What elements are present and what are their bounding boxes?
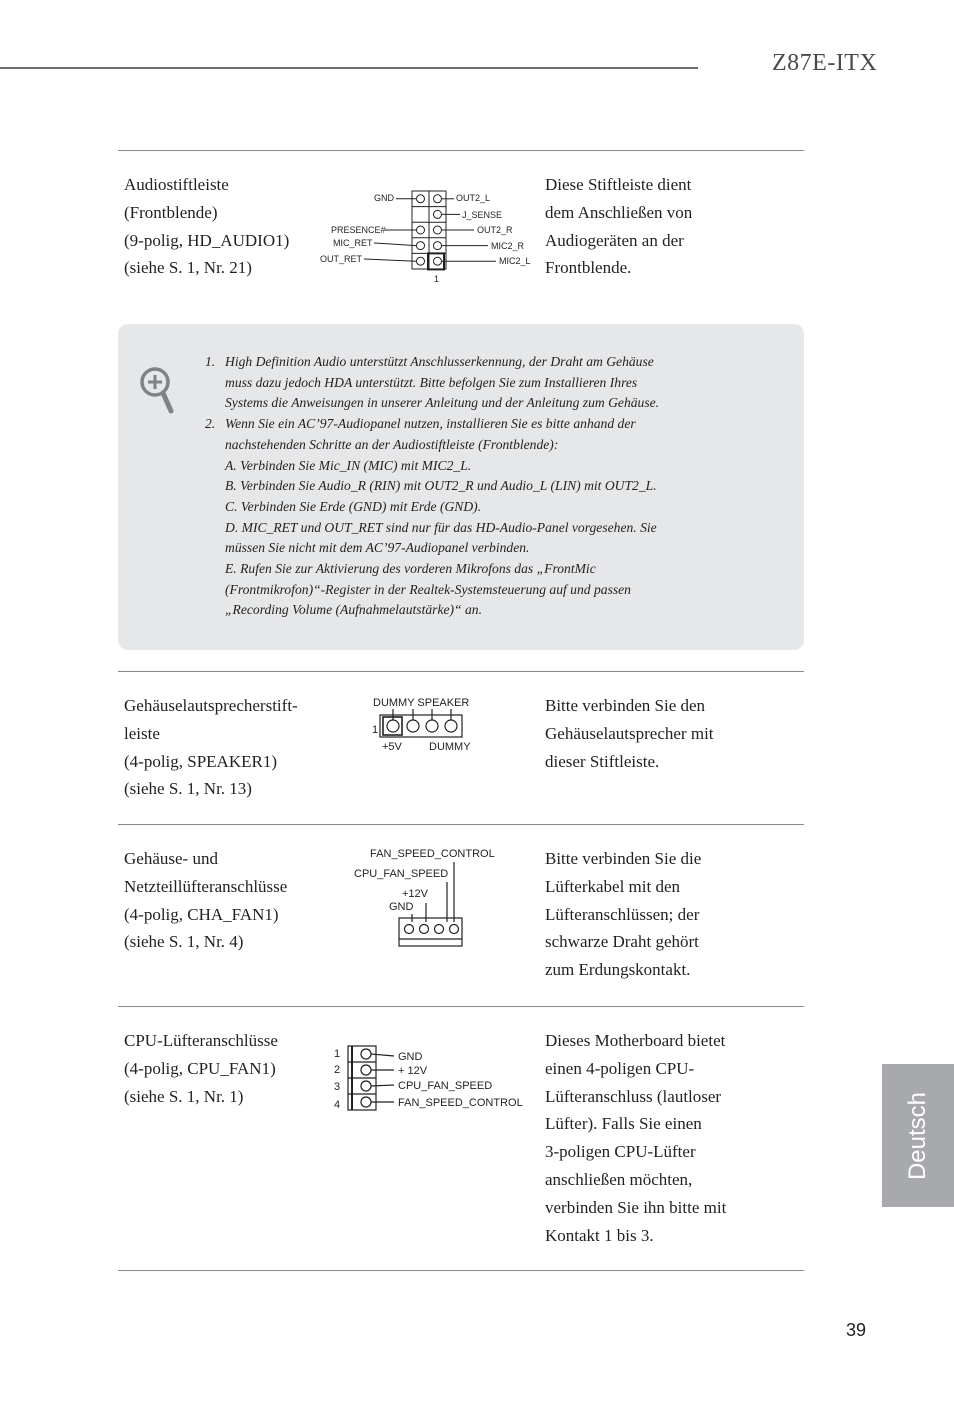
page-number: 39 xyxy=(846,1320,867,1340)
note-line: D. MIC_RET und OUT_RET sind nur für das HD-Audio-Panel vorgesehen. Sie xyxy=(225,519,657,535)
text-line: einen 4-poligen CPU- xyxy=(545,1058,695,1078)
fan-label-speed-control: FAN_SPEED_CONTROL xyxy=(370,848,495,860)
cpu-fan-label: CPU_FAN_SPEED xyxy=(398,1080,493,1092)
note-line: High Definition Audio unterstützt Anschlusserkennung, der Draht am Gehäuse xyxy=(225,354,654,369)
language-tab xyxy=(882,1064,954,1207)
text-line: (Frontblende) xyxy=(124,202,218,222)
note-line: „Recording Volume (Aufnahmelautstärke)“ an. xyxy=(225,602,482,618)
text-line: verbinden Sie ihn bitte mit xyxy=(545,1197,727,1217)
note-line: B. Verbinden Sie Audio_R (RIN) mit OUT2_R und Audio_L (LIN) mit OUT2_L. xyxy=(225,478,657,494)
text-line: anschließen möchten, xyxy=(545,1169,693,1189)
text-line: Frontblende. xyxy=(545,258,632,278)
section-divider xyxy=(118,824,804,825)
pin-label-mic-ret: MIC_RET xyxy=(333,238,373,248)
text-line: (siehe S. 1, Nr. 21) xyxy=(124,258,252,278)
text-line: zum Erdungskontakt. xyxy=(545,960,691,980)
section-divider xyxy=(118,671,804,672)
note-line: Systems die Anweisungen in unserer Anleitung und der Anleitung zum Gehäuse. xyxy=(225,395,660,411)
text-line: Kontakt 1 bis 3. xyxy=(545,1225,654,1245)
text-line: Dieses Motherboard bietet xyxy=(545,1031,726,1050)
note-line: muss dazu jedoch HDA unterstützt. Bitte befolgen Sie zum Installieren Ihres xyxy=(225,374,638,390)
text-line: Lüfteranschlüssen; der xyxy=(545,904,700,924)
cpu-fan-label: GND xyxy=(398,1051,423,1063)
pin-label-out2-r: OUT2_R xyxy=(477,225,513,235)
cpu-fan-header-description xyxy=(124,1027,278,1110)
text-line: (siehe S. 1, Nr. 4) xyxy=(124,932,244,952)
audio-header-description xyxy=(124,171,289,282)
note-line: müssen Sie nicht mit dem AC’97-Audiopanel verbinden. xyxy=(225,540,530,556)
cpu-fan-label: FAN_SPEED_CONTROL xyxy=(398,1097,523,1109)
note-line: (Frontmikrofon)“-Register in der Realtek-Systemsteuerung auf und passen xyxy=(225,581,631,597)
speaker-pin-diagram xyxy=(365,692,515,757)
language-tab-label: Deutsch xyxy=(904,1091,931,1180)
hd-audio-pin-diagram xyxy=(310,185,540,290)
pin-label-mic2-l: MIC2_L xyxy=(499,256,531,266)
text-line: Lüfter). Falls Sie einen xyxy=(545,1114,702,1134)
fan-label-cpu-fan-speed: CPU_FAN_SPEED xyxy=(354,868,449,880)
speaker-label-5v: +5V xyxy=(382,741,402,753)
text-line: Diese Stiftleiste dient xyxy=(545,175,692,194)
magnifier-icon xyxy=(138,364,178,416)
note-number: 1. xyxy=(205,354,216,369)
text-line: Audiostiftleiste xyxy=(124,175,229,194)
cha-fan-header-description xyxy=(124,845,287,956)
text-line: Lüfterkabel mit den xyxy=(545,876,681,896)
speaker-label-dummy: DUMMY xyxy=(429,741,471,753)
pin-one-marker: 1 xyxy=(434,274,440,284)
text-line: Gehäuselautsprecherstift- xyxy=(124,696,298,715)
text-line: Bitte verbinden Sie den xyxy=(545,696,706,715)
section-divider xyxy=(118,1006,804,1007)
text-line: Netzteillüfteranschlüsse xyxy=(124,876,288,896)
text-line: (siehe S. 1, Nr. 1) xyxy=(124,1086,244,1106)
pin-label-j-sense: J_SENSE xyxy=(462,210,503,220)
text-line: 3-poligen CPU-Lüfter xyxy=(545,1142,696,1162)
pin-number: 4 xyxy=(334,1099,341,1111)
cpu-fan-label: + 12V xyxy=(398,1065,428,1077)
note-item xyxy=(205,352,765,414)
text-line: Gehäuselautsprecher mit xyxy=(545,723,714,743)
pin-label-out-ret: OUT_RET xyxy=(320,254,363,264)
text-line: Bitte verbinden Sie die xyxy=(545,849,702,868)
section-divider xyxy=(118,150,804,151)
pin-number: 2 xyxy=(334,1064,341,1076)
note-line: nachstehenden Schritte an der Audiostiftleiste (Frontblende): xyxy=(225,436,559,452)
cha-fan-pin-diagram xyxy=(350,842,520,952)
note-line: C. Verbinden Sie Erde (GND) mit Erde (GND). xyxy=(225,498,482,514)
note-line: A. Verbinden Sie Mic_IN (MIC) mit MIC2_L. xyxy=(225,457,472,473)
note-line: E. Rufen Sie zur Aktivierung des vorderen Mikrofons das „FrontMic xyxy=(225,561,596,577)
cha-fan-header-explanation xyxy=(545,845,701,984)
fan-label-gnd: GND xyxy=(389,901,414,913)
text-line: Gehäuse- und xyxy=(124,849,218,868)
note-line: Wenn Sie ein AC’97-Audiopanel nutzen, installieren Sie es bitte anhand der xyxy=(225,416,636,432)
note-item xyxy=(205,414,765,621)
header-rule xyxy=(0,67,698,69)
text-line: dem Anschließen von xyxy=(545,202,693,222)
text-line: (9-polig, HD_AUDIO1) xyxy=(124,230,290,250)
text-line: dieser Stiftleiste. xyxy=(545,751,660,771)
fan-label-12v: +12V xyxy=(402,888,428,900)
speaker-top-label: DUMMY SPEAKER xyxy=(373,697,470,709)
text-line: leiste xyxy=(124,723,160,743)
speaker-header-explanation xyxy=(545,692,714,775)
cpu-fan-header-explanation xyxy=(545,1027,726,1249)
pin-label-out2-l: OUT2_L xyxy=(456,193,491,203)
model-title: Z87E-ITX xyxy=(772,50,878,76)
text-line: Lüfteranschluss (lautloser xyxy=(545,1086,722,1106)
text-line: Audiogeräten an der xyxy=(545,230,684,250)
speaker-header-description xyxy=(124,692,298,803)
pin-label-presence: PRESENCE# xyxy=(331,225,386,235)
note-number: 2. xyxy=(205,416,216,432)
pin-label-gnd: GND xyxy=(374,193,394,203)
text-line: (siehe S. 1, Nr. 13) xyxy=(124,779,252,799)
cpu-fan-pin-diagram xyxy=(330,1042,530,1114)
pin-number: 3 xyxy=(334,1081,341,1093)
text-line: schwarze Draht gehört xyxy=(545,932,699,952)
audio-header-explanation xyxy=(545,171,692,282)
note-list xyxy=(205,352,765,621)
text-line: (4-polig, CHA_FAN1) xyxy=(124,904,279,924)
pin-one-marker: 1 xyxy=(372,724,379,736)
text-line: CPU-Lüfteranschlüsse xyxy=(124,1031,278,1050)
pin-label-mic2-r: MIC2_R xyxy=(491,241,525,251)
text-line: (4-polig, SPEAKER1) xyxy=(124,751,277,771)
pin-number: 1 xyxy=(334,1048,341,1060)
text-line: (4-polig, CPU_FAN1) xyxy=(124,1058,276,1078)
section-divider xyxy=(118,1270,804,1271)
